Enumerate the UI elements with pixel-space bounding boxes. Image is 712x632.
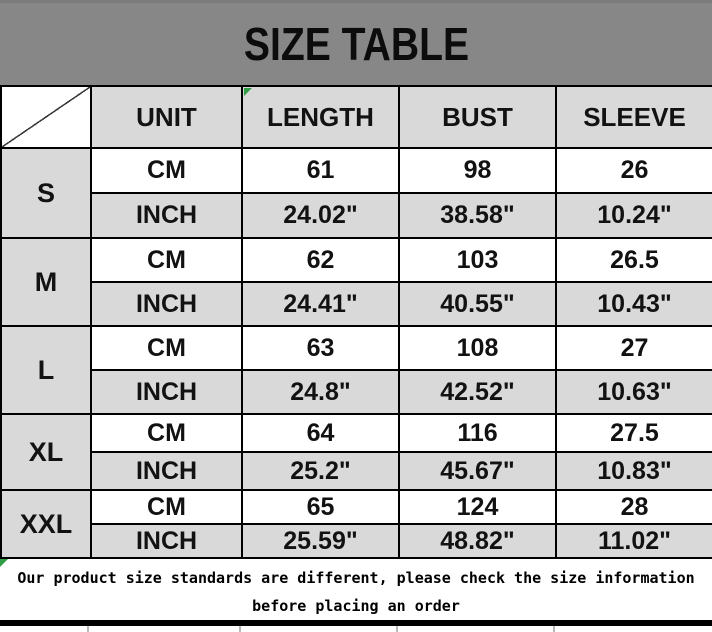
cell-s-inch-bust: 38.58" — [399, 193, 556, 238]
cell-m-inch-length: 24.41" — [242, 282, 399, 326]
cell-l-cm-bust: 108 — [399, 326, 556, 370]
size-table — [0, 85, 712, 559]
unit-cell: INCH — [91, 193, 242, 238]
cell-m-inch-sleeve: 10.43" — [556, 282, 712, 326]
size-label-xxl: XXL — [1, 490, 91, 558]
row-l-cm — [1, 326, 712, 370]
footer-note-line2: before placing an order — [252, 597, 460, 615]
diagonal-header-cell — [1, 86, 91, 148]
cell-xxl-inch-sleeve: 11.02" — [556, 524, 712, 558]
cell-xxl-inch-bust: 48.82" — [399, 524, 556, 558]
cell-xl-cm-bust: 116 — [399, 414, 556, 452]
cropped-next-row-strip — [0, 626, 712, 632]
header-cell-unit: UNIT — [91, 86, 242, 148]
unit-cell: CM — [91, 414, 242, 452]
unit-cell: CM — [91, 326, 242, 370]
cell-xl-inch-sleeve: 10.83" — [556, 452, 712, 490]
row-l-inch — [1, 370, 712, 414]
cell-xl-cm-sleeve: 27.5 — [556, 414, 712, 452]
header-row — [1, 86, 712, 148]
green-triangle-icon — [0, 559, 8, 567]
row-xxl-inch — [1, 524, 712, 558]
column-divider-tick — [87, 626, 89, 632]
cell-s-cm-length: 61 — [242, 148, 399, 193]
cell-xl-inch-length: 25.2" — [242, 452, 399, 490]
footer-note — [0, 559, 712, 620]
cell-l-inch-sleeve: 10.63" — [556, 370, 712, 414]
header-cell-bust: BUST — [399, 86, 556, 148]
cell-l-inch-bust: 42.52" — [399, 370, 556, 414]
cell-s-cm-sleeve: 26 — [556, 148, 712, 193]
cell-xxl-cm-bust: 124 — [399, 490, 556, 524]
column-divider-tick — [239, 626, 241, 632]
cell-m-cm-bust: 103 — [399, 238, 556, 282]
title-band — [0, 0, 712, 85]
cell-s-inch-length: 24.02" — [242, 193, 399, 238]
cell-xl-inch-bust: 45.67" — [399, 452, 556, 490]
row-xl-cm — [1, 414, 712, 452]
row-s-cm — [1, 148, 712, 193]
unit-cell: CM — [91, 238, 242, 282]
column-divider-tick — [396, 626, 398, 632]
cell-m-cm-sleeve: 26.5 — [556, 238, 712, 282]
footer-note-line1: Our product size standards are different, please check the size information — [17, 569, 695, 587]
green-triangle-icon — [244, 88, 252, 96]
cell-l-inch-length: 24.8" — [242, 370, 399, 414]
row-m-cm — [1, 238, 712, 282]
header-cell-sleeve: SLEEVE — [556, 86, 712, 148]
size-label-l: L — [1, 326, 91, 414]
row-m-inch — [1, 282, 712, 326]
cell-m-inch-bust: 40.55" — [399, 282, 556, 326]
cell-xxl-cm-sleeve: 28 — [556, 490, 712, 524]
size-label-s: S — [1, 148, 91, 238]
cell-m-cm-length: 62 — [242, 238, 399, 282]
page-title: SIZE TABLE — [243, 18, 469, 70]
row-s-inch — [1, 193, 712, 238]
cell-l-cm-sleeve: 27 — [556, 326, 712, 370]
header-cell-length — [242, 86, 399, 148]
column-divider-tick — [553, 626, 555, 632]
unit-cell: INCH — [91, 524, 242, 558]
cell-s-cm-bust: 98 — [399, 148, 556, 193]
unit-cell: CM — [91, 148, 242, 193]
header-cell-length-label: LENGTH — [267, 101, 374, 132]
cell-xl-cm-length: 64 — [242, 414, 399, 452]
size-label-m: M — [1, 238, 91, 326]
cell-l-cm-length: 63 — [242, 326, 399, 370]
unit-cell: CM — [91, 490, 242, 524]
cell-xxl-inch-length: 25.59" — [242, 524, 399, 558]
row-xl-inch — [1, 452, 712, 490]
cell-s-inch-sleeve: 10.24" — [556, 193, 712, 238]
cell-xxl-cm-length: 65 — [242, 490, 399, 524]
size-label-xl: XL — [1, 414, 91, 490]
unit-cell: INCH — [91, 282, 242, 326]
unit-cell: INCH — [91, 370, 242, 414]
unit-cell: INCH — [91, 452, 242, 490]
row-xxl-cm — [1, 490, 712, 524]
